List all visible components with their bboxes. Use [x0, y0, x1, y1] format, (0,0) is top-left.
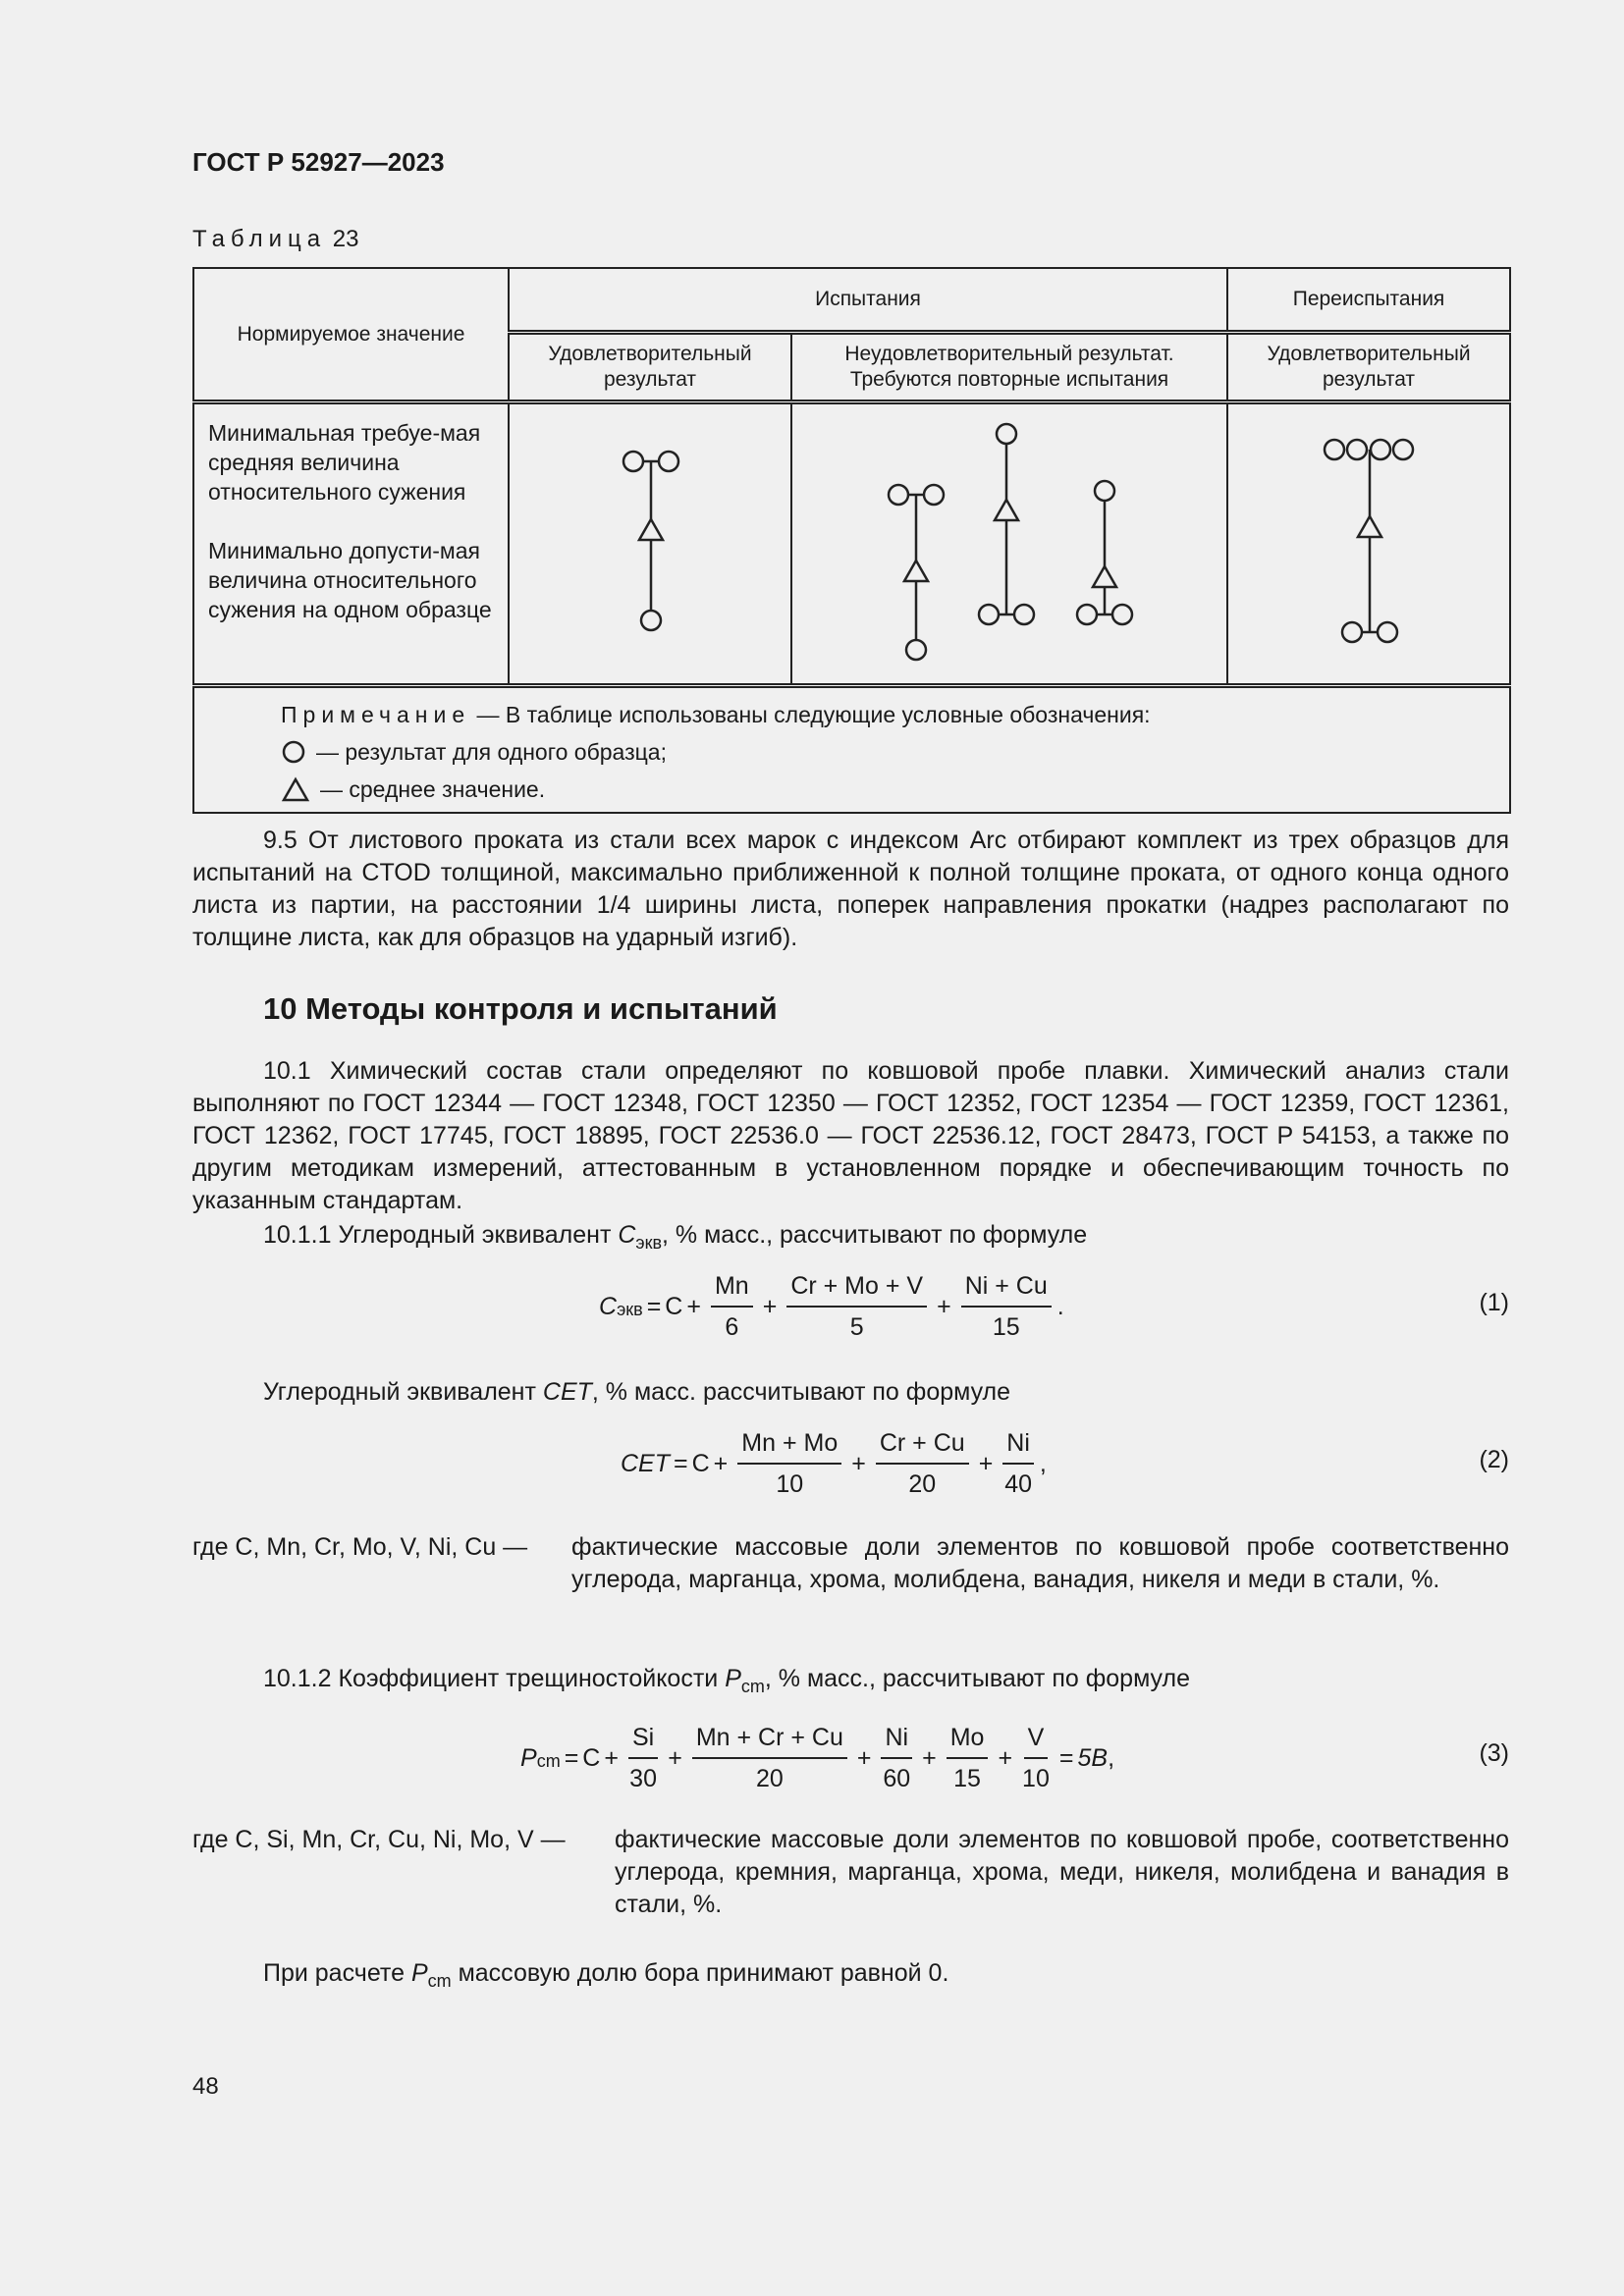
where-clause-2: где C, Si, Mn, Cr, Cu, Ni, Mo, V — фактические массовые доли элементов по ковшовой пробе, соответственно углерода, кремния, марганца, хрома, меди, никеля, молибдена и ванадия в стали, %. — [192, 1826, 1509, 1918]
paragraph-pcm: При расчете $P_{cm}$ массовую долю бора принимают равной 0. — [263, 1959, 949, 1991]
legend-circle-row: — результат для одного образца; — [281, 733, 1509, 771]
section-heading-10: 10 Методы контроля и испытаний — [263, 991, 778, 1026]
diagram-ok-cell — [509, 402, 791, 686]
paragraph-10-1-2: 10.1.2 Коэффициент трещиностойкости $P_{cm}$, % масс., рассчитывают по формуле — [263, 1665, 1190, 1696]
subheader-retest-ok: Удовлетворительный результат — [1227, 333, 1510, 402]
table-note — [193, 686, 1510, 814]
paragraph-9-5: 9.5 От листового проката из стали всех марок с индексом Arc отбирают комплект из трех образцов для испытаний на CTOD толщиной, максимально приближенной к полной толщине проката, от одного конца одного листа из партии, на расстоянии 1/4 ширины листа, поперек направления прокатки (надрез располагают по толщине листа, как для образцов на ударный изгиб). — [192, 827, 1509, 951]
formula-1: C экв = C + $\frac{Mn}{6}$ + $\frac{Cr + Mo + V}{5}$ + $\frac{Ni + Cu}{15}$ . — [599, 1272, 1064, 1341]
col-header-retests: Переиспытания — [1227, 268, 1510, 333]
equation-number-3: (3) — [1479, 1739, 1509, 1767]
circle-icon — [281, 739, 306, 765]
diagram-retest-cell — [1227, 402, 1510, 686]
col-header-norm: Нормируемое значение — [193, 268, 509, 402]
where-clause-1: где C, Mn, Cr, Mo, V, Ni, Cu — фактические массовые доли элементов по ковшовой пробе соответственно углерода, марганца, хрома, молибдена, ванадия, никеля и меди в стали, %. — [192, 1533, 1509, 1593]
table-caption: Таблица 23 — [192, 226, 359, 252]
subheader-ok: Удовлетворительный результат — [509, 333, 791, 402]
legend-triangle-row: — среднее значение. — [281, 771, 1509, 808]
row-label — [193, 402, 509, 686]
diagram-retest-satisfactory — [1228, 408, 1511, 673]
diagram-satisfactory — [510, 408, 792, 673]
diagram-unsatisfactory — [792, 408, 1228, 673]
row-label-single: Минимально допусти-мая величина относительного сужения на одном образце — [208, 538, 492, 622]
paragraph-cet: Углеродный эквивалент CET, % масс. рассчитывают по формуле — [263, 1378, 1011, 1406]
document-header: ГОСТ Р 52927—2023 — [192, 147, 445, 177]
diagram-fail-cell — [791, 402, 1227, 686]
equation-number-1: (1) — [1479, 1289, 1509, 1316]
formula-2: CET = C + $\frac{Mn + Mo}{10}$ + $\frac{Cr + Cu}{20}$ + $\frac{Ni}{40}$ , — [621, 1429, 1047, 1498]
formula-3: P cm = C + $\frac{Si}{30}$ + $\frac{Mn + Cr + Cu}{20}$ + $\frac{Ni}{60}$ + $\frac{Mo}{15}$ + $\frac{V}{10}$ = 5B , — [520, 1724, 1115, 1792]
note-intro: Примечание — В таблице использованы следующие условные обозначения: — [281, 702, 1151, 727]
paragraph-10-1-1: 10.1.1 Углеродный эквивалент $C_{экв}$, % масс., рассчитывают по формуле — [263, 1221, 1088, 1253]
equation-number-2: (2) — [1479, 1446, 1509, 1473]
triangle-icon — [281, 776, 310, 802]
subheader-fail: Неудовлетворительный результат. Требуются повторные испытания — [791, 333, 1227, 402]
col-header-tests: Испытания — [509, 268, 1227, 333]
page-number: 48 — [192, 2073, 219, 2100]
paragraph-10-1: 10.1 Химический состав стали определяют по ковшовой пробе плавки. Химический анализ стали выполняют по ГОСТ 12344 — ГОСТ 12348, ГОСТ 12350 — ГОСТ 12352, ГОСТ 12354 — ГОСТ 12359, ГОСТ 12361, ГОСТ 12362, ГОСТ 17745, ГОСТ 18895, ГОСТ 22536.0 — ГОСТ 22536.12, ГОСТ 28473, ГОСТ Р 54153, а также по другим методикам измерений, аттестованным в установленном порядке и обеспечивающим точность по указанным стандартам. — [192, 1057, 1509, 1214]
row-label-mean: Минимальная требуе-мая средняя величина относительного сужения — [208, 420, 481, 505]
table-23 — [192, 267, 1511, 814]
